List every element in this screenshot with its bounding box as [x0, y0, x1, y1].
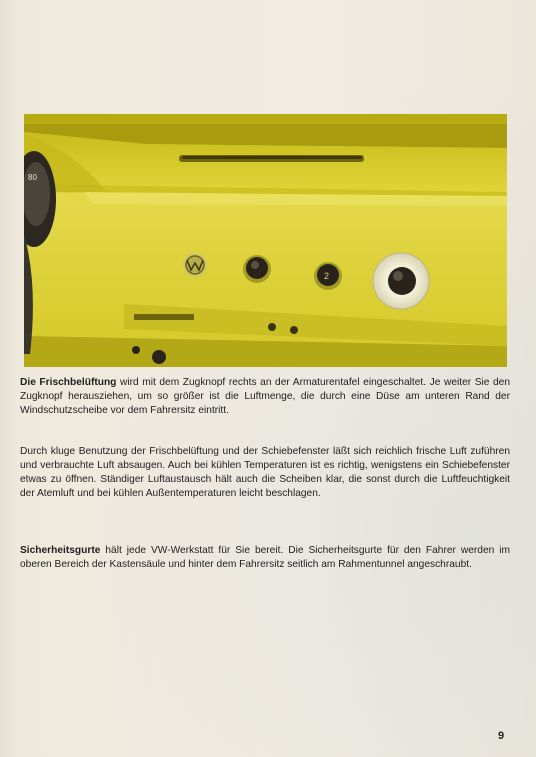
svg-text:2: 2	[324, 271, 330, 281]
paragraph-luftaustausch	[20, 445, 510, 501]
paragraph-lead: Sicherheitsgurte	[20, 545, 101, 556]
svg-text:80: 80	[28, 173, 37, 182]
paragraph-body: Durch kluge Benutzung der Frischbelüftung und der Schiebefenster läßt sich reichlich frische Luft zuführen und verbrauchte Luft absaugen. Auch bei kühlen Temperaturen ist es richtig, wenigstens ein Schiebefenster etwas zu öffnen. Ständiger Luftaustausch hält auch die Scheiben klar, die sonst durch die Luftfeuchtigkeit der Atemluft und bei kühlen Außentemperaturen leicht beschlagen.	[20, 446, 510, 499]
paragraph-body: wird mit dem Zugknopf rechts an der Armaturentafel eingeschaltet. Je weiter Sie den Zugknopf herausziehen, um so größer ist die Luftmenge, die durch eine Düse am unteren Rand der Windschutzscheibe vor dem Fahrersitz eintritt.	[20, 377, 511, 416]
dashboard-photo	[24, 114, 507, 367]
paragraph-sicherheitsgurte	[20, 544, 510, 572]
paragraph-body: hält jede VW-Werkstatt für Sie bereit. Die Sicherheitsgurte für den Fahrer werden im oberen Bereich der Kastensäule und hinter dem Fahrersitz seitlich am Rahmentunnel angeschraubt.	[20, 545, 510, 570]
paragraph-frischbelueftung	[20, 376, 510, 418]
page-number: 9	[498, 730, 505, 742]
paragraph-lead: Die Frischbelüftung	[20, 377, 117, 388]
